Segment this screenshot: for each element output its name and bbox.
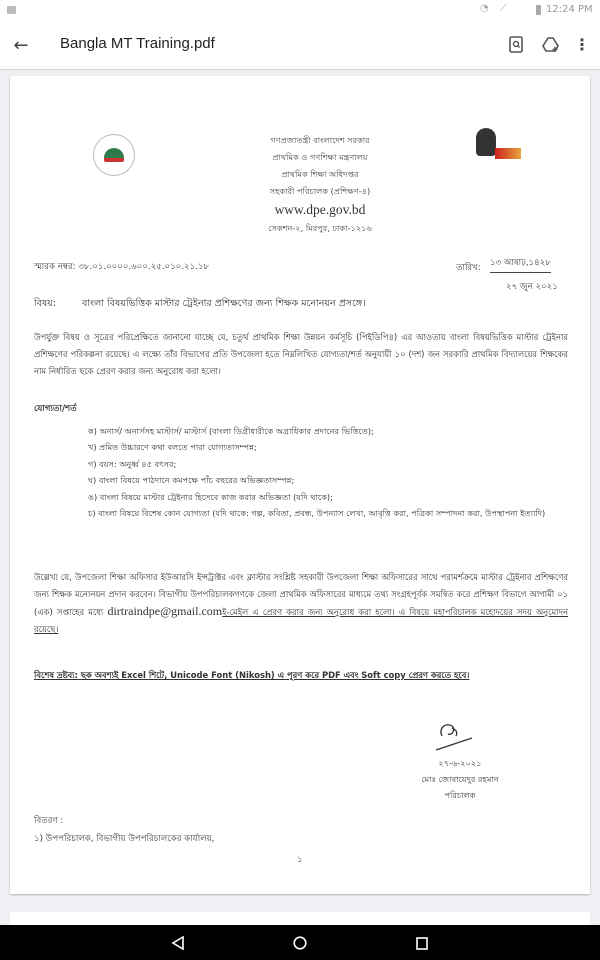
signatory-designation: পরিচালক xyxy=(444,790,476,800)
signal-icon: ⟋ xyxy=(500,3,507,14)
date-label: তারিখ: xyxy=(456,263,481,273)
signatory-block xyxy=(370,755,550,803)
battery-icon xyxy=(536,5,541,15)
qualifications-heading: যোগ্যতা/শর্ত xyxy=(34,404,77,414)
list-item: ঙ) বাংলা বিষয়ে মাস্টার ট্রেইনার হিসেবে কাজ করার অভিজ্ঞতা (যদি থাকে); xyxy=(88,491,333,502)
list-item: ক) অনার্স/ অনার্সসহ মাস্টার্স/ মাস্টার্স (বাংলা ডিগ্রীধারীকে অগ্রাধিকার প্রদানের ভিত্তিতে); xyxy=(88,426,374,436)
find-in-page-icon xyxy=(509,36,523,53)
list-item: ঘ) বাংলা বিষয়ে পাঠদানে কমপক্ষে পাঁচ বছরের অভিজ্ঞতাসম্পন্ন; xyxy=(88,475,295,486)
add-to-drive-button[interactable] xyxy=(540,32,562,56)
nav-recents-button[interactable] xyxy=(410,931,434,955)
back-button[interactable]: ← xyxy=(13,34,29,56)
distribution-label: বিতরণ : xyxy=(34,816,64,826)
address: সেকশন-২, মিরপুর, ঢাকা-১২১৬ xyxy=(268,223,372,233)
nav-home-button[interactable] xyxy=(288,931,312,955)
list-item: চ) বাংলা বিষয়ে বিশেষ কোন যোগ্যতা (যদি থাকে: গল্প, কবিতা, প্রবন্ধ, উপন্যাস লেখা, আবৃত্তি করা, পত্রিকা সম্পাদনা করা, উপস্থাপনা ইত্যাদি) xyxy=(88,508,546,519)
triangle-back-icon xyxy=(172,936,184,950)
memo-number: স্মারক নম্বর: ৩৮.০১.০০০০.৬০০.২৫.০১০.২১.১৮ xyxy=(34,262,210,272)
date-bangla: ১৩ আষাঢ়,১৪২৮ xyxy=(490,256,551,273)
paragraph-instructions xyxy=(34,569,568,638)
find-in-document-button[interactable] xyxy=(506,32,526,56)
signatory-name: মোঃ জোবায়েদুর রহমান xyxy=(421,774,499,784)
clock: 12:24 PM xyxy=(546,4,593,15)
paragraph-intro: উপর্যুক্ত বিষয় ও সূত্রের পরিপ্রেক্ষিতে জানানো যাচ্ছে যে, চতুর্থ প্রাথমিক শিক্ষা উন্নয়ন কর্মসূচি (পিইডিপি৪) এর আওতায় বাংলা বিষয়ভিত্তিক মাস্টার ট্রেইনার প্রশিক্ষণের পরিকল্পনা রয়েছে। এ লক্ষ্যে তাঁর বিভাগের প্রতি উপজেলা হতে নিম্নলিখিত যোগ্যতা/শর্ত অনুযায়ী ১০ (দশ) জন সরকারি প্রাথমিক বিদ্যালয়ের শিক্ষকের নাম নির্ধারিত ছকে প্রেরণ করার জন্য অনুরোধ করা হলো। xyxy=(34,332,568,376)
app-bar xyxy=(0,22,600,70)
instructions-tail: ই-মেইল এ প্রেরণ করার জন্য অনুরোধ করা হলো। এ বিষয়ে মহাপরিচালক মহোদয়ের সদয় অনুমোদন রয়েছে। xyxy=(34,607,568,634)
special-note xyxy=(34,667,568,684)
date-english: ২৭ জুন ২০২১ xyxy=(506,282,558,292)
drive-add-icon xyxy=(542,36,560,53)
navigation-bar xyxy=(0,925,600,960)
status-bar xyxy=(0,0,600,22)
letterhead xyxy=(10,132,600,237)
pdf-page xyxy=(10,76,590,894)
website-link[interactable]: www.dpe.gov.bd xyxy=(274,202,366,217)
document-title: Bangla MT Training.pdf xyxy=(60,35,215,52)
nav-back-button[interactable] xyxy=(166,931,190,955)
subject-text: বাংলা বিষয়ভিত্তিক মাস্টার ট্রেইনার প্রশিক্ষণের জন্য শিক্ষক মনোনয়ন প্রসঙ্গে। xyxy=(82,298,366,309)
list-item: গ) বয়স: অনুর্ধ্ব ৪৫ বৎসর; xyxy=(88,458,177,469)
special-note-text: বিশেষ দ্রষ্টব্য: ছক অবশ্যই Excel শিটে, Unicode Font (Nikosh) এ পূরণ করে PDF এবং Soft copy প্রেরণ করতে হবে। xyxy=(34,670,470,680)
letterhead-line: গণপ্রজাতন্ত্রী বাংলাদেশ সরকার xyxy=(270,135,370,145)
instructions-text: উল্লেখ্য যে, উপজেলা শিক্ষা অফিসার ইউআরসি ইন্সট্রাক্টর এবং ক্লাস্টার সংশ্লিষ্ট সহকারী উপজেলা শিক্ষা অফিসারের সাথে পরামর্শক্রমে মাস্টার ট্রেইনার প্রশিক্ষণের জন্য শিক্ষক মনোনয়ন প্রদান করবেন। বিভাগীয় উপপরিচালকগণকে জেলা প্রাথমিক অফিসারের মাধ্যমে তথ্য সংগ্রহপূর্বক সমন্বিত করে প্রশিক্ষণ বিভাগে আগামী ০১ (এক) সপ্তাহের মধ্যে xyxy=(34,572,568,617)
circle-home-icon xyxy=(293,936,307,950)
page-number: ১ xyxy=(297,855,303,865)
email-link[interactable]: dirtraindpe@gmail.com xyxy=(107,604,223,618)
letterhead-line: প্রাথমিক ও গণশিক্ষা মন্ত্রণালয় xyxy=(272,152,368,162)
notification-icon xyxy=(7,6,16,14)
square-recents-icon xyxy=(416,937,428,950)
signature-date: ২৭-৬-২০২১ xyxy=(438,758,482,768)
letterhead-line: সহকারী পরিচালক (প্রশিক্ষণ-৪) xyxy=(269,186,371,196)
subject-label: বিষয়: xyxy=(34,298,57,309)
letterhead-line: প্রাথমিক শিক্ষা অধিদপ্তর xyxy=(281,169,359,179)
more-options-button[interactable]: ⋮ xyxy=(574,34,590,54)
qualifications-list xyxy=(88,423,548,521)
distribution-item: ১) উপপরিচালক, বিভাগীয় উপপরিচালকের কার্যালয়, xyxy=(34,834,215,844)
list-item: খ) প্রমিত উচ্চারণে কথা বলতে পারা যোগ্যতাসম্পন্ন; xyxy=(88,442,257,453)
alarm-icon: ◔ xyxy=(480,3,489,14)
signature-image xyxy=(428,716,488,756)
